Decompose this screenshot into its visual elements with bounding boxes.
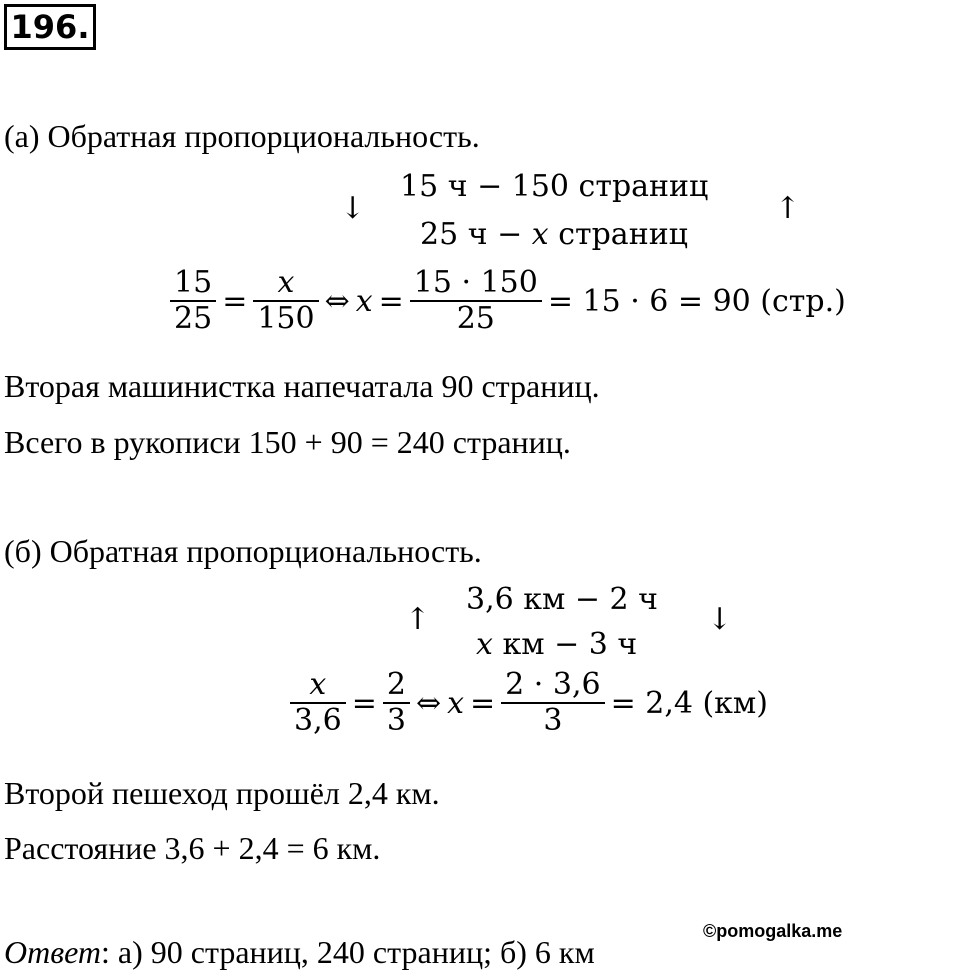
equals-sign: = (378, 283, 404, 319)
fraction (383, 668, 410, 738)
part-b-distance-line: Расстояние 3,6 + 2,4 = 6 км. (4, 830, 381, 866)
fraction (290, 668, 346, 738)
numerator: 2 (386, 667, 406, 702)
numerator: 15 (174, 265, 213, 300)
part-a-equation (170, 266, 852, 336)
fraction (410, 266, 542, 336)
variable: 𝑥 (447, 685, 465, 721)
up-arrow-icon: ↑ (405, 602, 431, 637)
denominator: 3 (543, 703, 563, 738)
numerator: 2 · 3,6 (505, 667, 601, 702)
answer-text: : а) 90 страниц, 240 страниц; б) 6 км (101, 934, 595, 970)
equals-sign: = (470, 685, 496, 721)
iff-sign: ⇔ (415, 685, 442, 721)
problem-number: 196. (4, 4, 96, 50)
denominator: 150 (257, 301, 315, 336)
iff-sign: ⇔ (324, 283, 350, 319)
answer-label: Ответ (4, 934, 101, 970)
down-arrow-icon: ↓ (707, 602, 733, 637)
fraction (253, 266, 318, 336)
numerator: 15 · 150 (413, 265, 538, 300)
watermark: ©pomogalka.me (703, 921, 843, 941)
part-a-total-line: Всего в рукописи 150 + 90 = 240 страниц. (4, 424, 571, 460)
part-b-equation (290, 668, 774, 738)
denominator: 3 (386, 703, 406, 738)
denominator: 3,6 (294, 703, 342, 738)
equation-result: = 2,4 (км) (610, 685, 768, 721)
part-b-heading: (б) Обратная пропорциональность. (4, 533, 482, 569)
fraction (170, 266, 216, 336)
equation-result: = 15 · 6 = 90 (стр.) (547, 283, 846, 319)
part-a-heading: (а) Обратная пропорциональность. (4, 118, 480, 154)
numerator: 𝑥 (309, 667, 327, 702)
denominator: 25 (174, 301, 213, 336)
numerator: 𝑥 (277, 265, 295, 300)
part-b-proportion-row-1: 3,6 км − 2 ч (466, 582, 658, 617)
denominator: 25 (456, 301, 495, 336)
part-a-result-line: Вторая машинистка напечатала 90 страниц. (4, 368, 600, 404)
equals-sign: = (351, 685, 377, 721)
answer-line (4, 934, 595, 970)
fraction (501, 668, 604, 738)
up-arrow-icon: ↑ (775, 191, 801, 226)
variable: 𝑥 (355, 283, 373, 319)
part-a-proportion-row-1: 15 ч − 150 страниц (400, 169, 709, 204)
part-b-proportion-row-2: 𝑥 км − 3 ч (476, 627, 638, 662)
down-arrow-icon: ↓ (340, 191, 366, 226)
part-b-result-line: Второй пешеход прошёл 2,4 км. (4, 775, 440, 811)
part-a-proportion-row-2: 25 ч − 𝑥 страниц (420, 217, 688, 252)
equals-sign: = (222, 283, 248, 319)
